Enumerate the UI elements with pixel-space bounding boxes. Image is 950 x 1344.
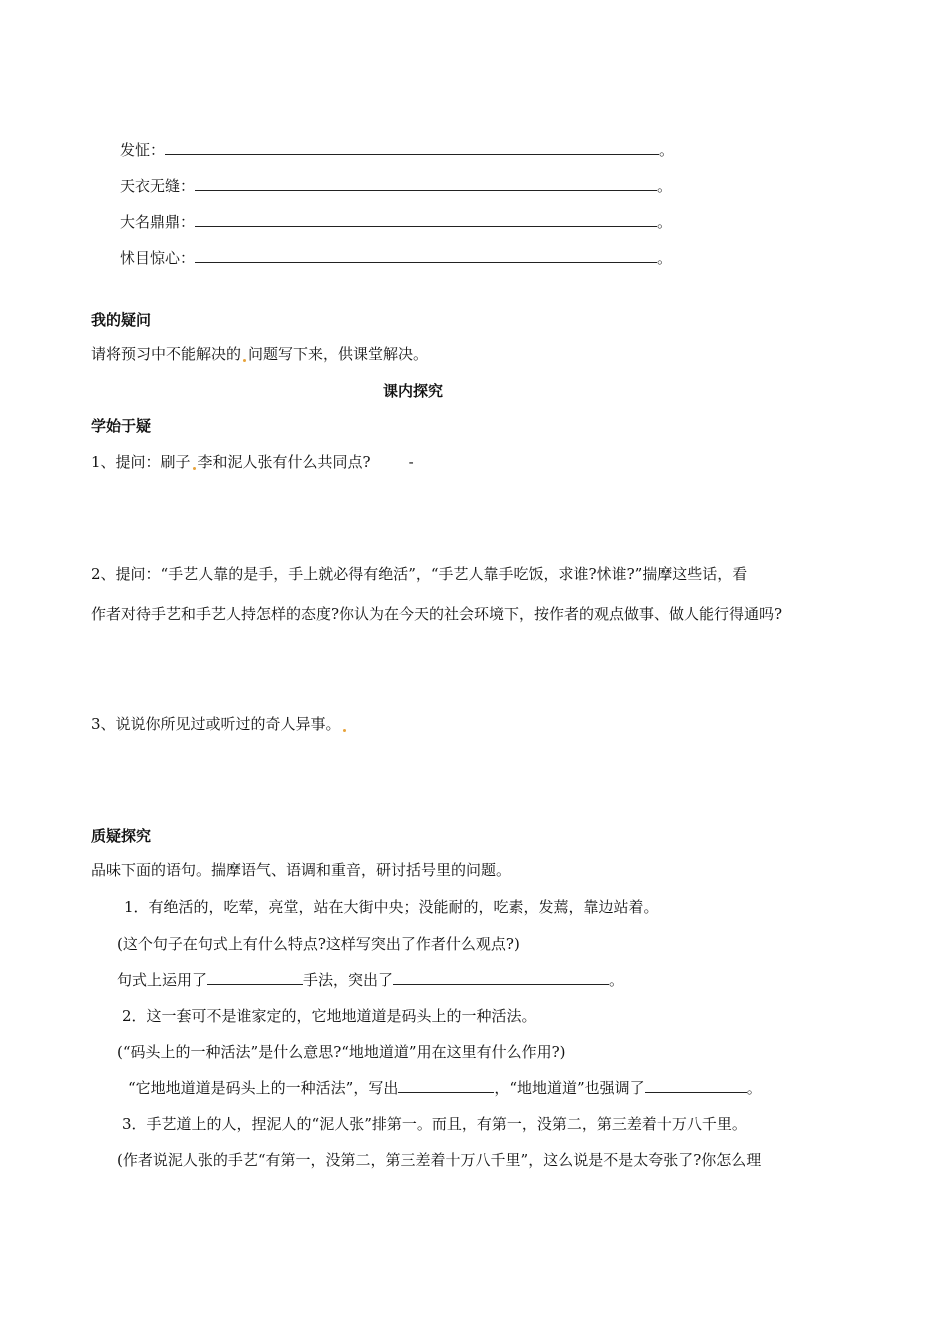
mark-dot	[343, 729, 346, 732]
answer-blank[interactable]	[645, 1078, 747, 1093]
sentence-2-question: (“码头上的一种活法”是什么意思?“地地道道”用在这里有什么作用?)	[117, 1043, 566, 1061]
question-1: 1、提问：刷子 李和泥人张有什么共同点? -	[91, 453, 414, 471]
answer-blank[interactable]	[195, 176, 657, 191]
vocab-item-4: 怵目惊心： 。	[120, 249, 673, 267]
answer-blank[interactable]	[195, 212, 657, 227]
sentence-1: 1．有绝活的，吃荤，亮堂，站在大街中央；没能耐的，吃素，发蔫，靠边站着。	[124, 898, 659, 916]
vocab-term: 怵目惊心：	[120, 249, 196, 267]
question-2-line-1: 2、提问：“手艺人靠的是手，手上就必得有绝活”，“手艺人靠手吃饭，求谁?怵谁?”揣摩这些话，看	[91, 565, 748, 583]
answer-blank[interactable]	[165, 140, 659, 155]
subsection-heading: 学始于疑	[91, 417, 152, 435]
inquiry-heading: 质疑探究	[91, 827, 152, 845]
doubts-instruction: 请将预习中不能解决的 问题写下来，供课堂解决。	[91, 345, 429, 363]
question-2-line-2: 作者对待手艺和手艺人持怎样的态度?你认为在今天的社会环境下，按作者的观点做事、做人能行得通吗?	[91, 605, 783, 623]
mark-dot	[243, 359, 246, 362]
vocab-item-1: 发怔： 。	[120, 141, 675, 159]
answer-blank[interactable]	[398, 1078, 494, 1093]
sentence-3-question: (作者说泥人张的手艺“有第一，没第二，第三差着十万八千里”，这么说是不是太夸张了?你怎么理	[117, 1151, 762, 1169]
vocab-term: 天衣无缝：	[120, 177, 196, 195]
vocab-term: 大名鼎鼎：	[120, 213, 196, 231]
mark-dot	[193, 467, 196, 470]
section-title: 课内探究	[383, 382, 444, 400]
sentence-1-question: (这个句子在句式上有什么特点?这样写突出了作者什么观点?)	[117, 935, 520, 953]
doubts-heading: 我的疑问	[91, 311, 152, 329]
answer-blank[interactable]	[207, 970, 303, 985]
sentence-2: 2．这一套可不是谁家定的，它地地道道是码头上的一种活法。	[122, 1007, 537, 1025]
inquiry-intro: 品味下面的语句。揣摩语气、语调和重音，研讨括号里的问题。	[91, 861, 512, 879]
answer-blank[interactable]	[195, 248, 657, 263]
sentence-2-answer: “它地地道道是码头上的一种活法”，写出 ，“地地道道”也强调了 。	[128, 1079, 762, 1097]
question-3: 3、说说你所见过或听过的奇人异事。	[91, 714, 348, 734]
vocab-item-2: 天衣无缝： 。	[120, 177, 673, 195]
vocab-item-3: 大名鼎鼎： 。	[120, 213, 673, 231]
sentence-3: 3．手艺道上的人，捏泥人的“泥人张”排第一。而且，有第一，没第二，第三差着十万八千里。	[122, 1115, 747, 1133]
sentence-1-answer: 句式上运用了 手法，突出了 。	[117, 971, 625, 989]
answer-blank[interactable]	[393, 970, 609, 985]
vocab-term: 发怔：	[120, 141, 166, 159]
